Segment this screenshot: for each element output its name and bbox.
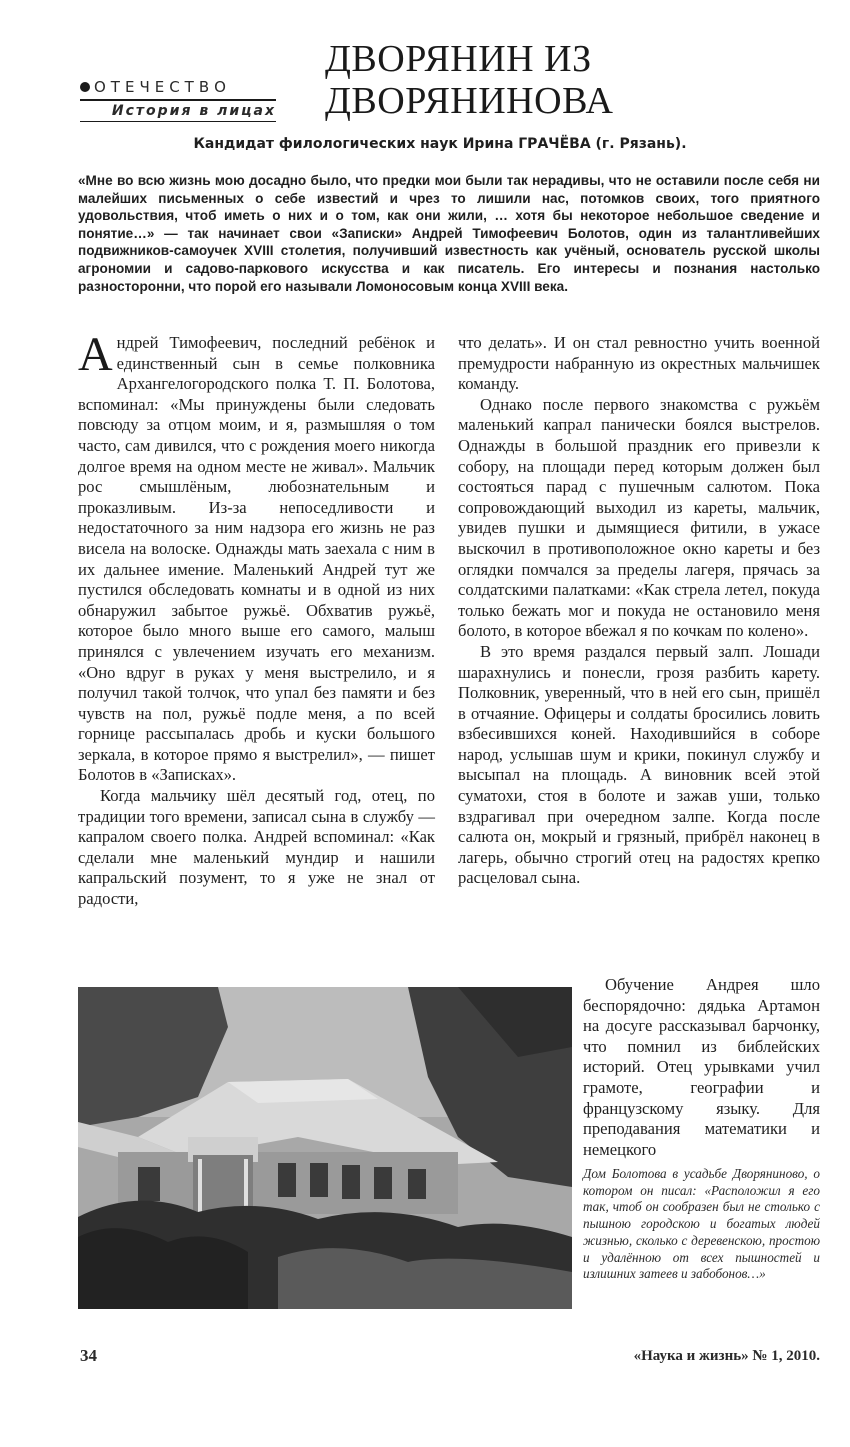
- rubric-section: ОТЕЧЕСТВО: [94, 78, 231, 96]
- lead-paragraph: «Мне во всю жизнь мою досадно было, что предки мои были так нерадивы, что не оставили после себя ни малейших письменных о себе известий и чрез то лишили нас, потомков своих, того приятного удовольствия, чтоб иметь о них и о том, как они жили, … хотя бы некоторое небольшое сведение и понятие…» — так начинает свои «Записки» Андрей Тимофеевич Болотов, один из талантливейших подвижников-самоучек XVIII столетия, получивший известность как учёный, основатель русской школы агрономии и садово-паркового искусства и как писатель. Его интересы и познания настолько разносторонни, что порой его называли Ломоносовым конца XVIII века.: [78, 173, 820, 294]
- paragraph: Обучение Андрея шло беспорядочно: дядька Артамон на досуге рассказывал барчонку, что помнил из библейских историй. Отец урывками учил грамоте, географии и французскому языку. Для преподавания математики и немецкого: [583, 975, 820, 1159]
- paragraph: В это время раздался первый залп. Лошади шарахнулись и понесли, грозя разбить карету. Полковник, уверенный, что в ней его сын, пришёл в отчаяние. Офицеры и солдаты бросились ловить взбесившихся коней. Находившийся в соборе народ, услышав шум и крики, покинул службу и высыпал на площадь. А виновник всей этой суматохи, стоя в болоте и зажав уши, только вздрагивал при очередном залпе. Когда после салюта он, мокрый и грязный, прибрёл наконец в лагерь, обычно строгий отец на радостях крепко расцеловал сына.: [458, 641, 820, 888]
- bullet-icon: [80, 82, 90, 92]
- paragraph: что делать». И он стал ревностно учить военной премудрости набранную из окрестных мальчишек команду.: [458, 333, 820, 394]
- text-column-left: [78, 328, 435, 910]
- text-column-right: [458, 333, 820, 889]
- rubric-subsection: История в лицах: [111, 103, 276, 119]
- article-title: [325, 38, 613, 122]
- drop-cap: А: [78, 328, 113, 381]
- page-number: 34: [80, 1346, 97, 1365]
- rubric-divider: [80, 99, 276, 101]
- photo-caption: Дом Болотова в усадьбе Дворяниново, о котором он писал: «Расположил я его так, чтоб он сообразен был не столько с пышною городскою и богатых людей жизнью, сколько с деревенскою, простою и удалённою от всех пышностей и излишних затеев и забобонов…»: [583, 1166, 820, 1282]
- paragraph: Андрей Тимофеевич, последний ребёнок и единственный сын в семье полковника Архангелогородского полка Т. П. Болотова, вспоминал: «Мы принуждены были следовать повсюду за отцом моим, и я, размышляя о том часто, сам дивился, что с рождения моего никогда долгое время на одном месте не живал». Мальчик рос смышлёным, любознательным и проказливым. Из-за непоседливости и недостаточного за ним надзора его жизнь не раз висела на волоске. Однажды мать заехала с ним в их дальнее имение. Маленький Андрей тут же пустился обследовать комнаты и в одной из них обнаружил забытое ружьё. Обхватив ружьё, которое было много выше его самого, малыш принялся с увлечением изучать его механизм. «Оно вдруг в руках у меня выстрелило, и я получил такой толчок, что упал без памяти и без чувств на пол, ружьё подле меня, а по всей горнице рассыпалась дробь и куски большого зеркала, в которое прямо я выстрелил», — пишет Болотов в «Записках».: [78, 328, 435, 785]
- house-photo-illustration: [78, 987, 572, 1309]
- paragraph: Когда мальчику шёл десятый год, отец, по традиции того времени, записал сына в службу — капралом своего полка. Андрей вспоминал: «Как сделали мне маленький мундир и нашили капральский позумент, то я уже не знал от радости,: [78, 786, 435, 909]
- magazine-issue: «Наука и жизнь» № 1, 2010.: [633, 1348, 820, 1364]
- author-byline: Кандидат филологических наук Ирина ГРАЧЁВА (г. Рязань).: [193, 136, 687, 152]
- section-rubric: [80, 78, 280, 122]
- text-column-narrow: [583, 975, 820, 1160]
- title-line-2: ДВОРЯНИНОВА: [325, 80, 614, 122]
- title-line-1: ДВОРЯНИН ИЗ: [325, 38, 592, 80]
- house-photo: [78, 987, 572, 1309]
- paragraph: Однако после первого знакомства с ружьём маленький капрал панически боялся выстрелов. Однажды в большой праздник его привезли к собору, на площади перед которым должен был состояться парад с пушечным салютом. Пока сопровождающий выходил из кареты, мальчик, увидев пушки и дымящиеся фитили, в ужасе выскочил в противоположное окно кареты и без оглядки помчался за пределы лагеря, прячась за солдатскими палатками: «Как стрела летел, покуда только бежать мог и покуда не остановило меня болото, в которое вбежал я по кочкам по колено».: [458, 394, 820, 641]
- rubric-divider-bottom: [80, 121, 276, 122]
